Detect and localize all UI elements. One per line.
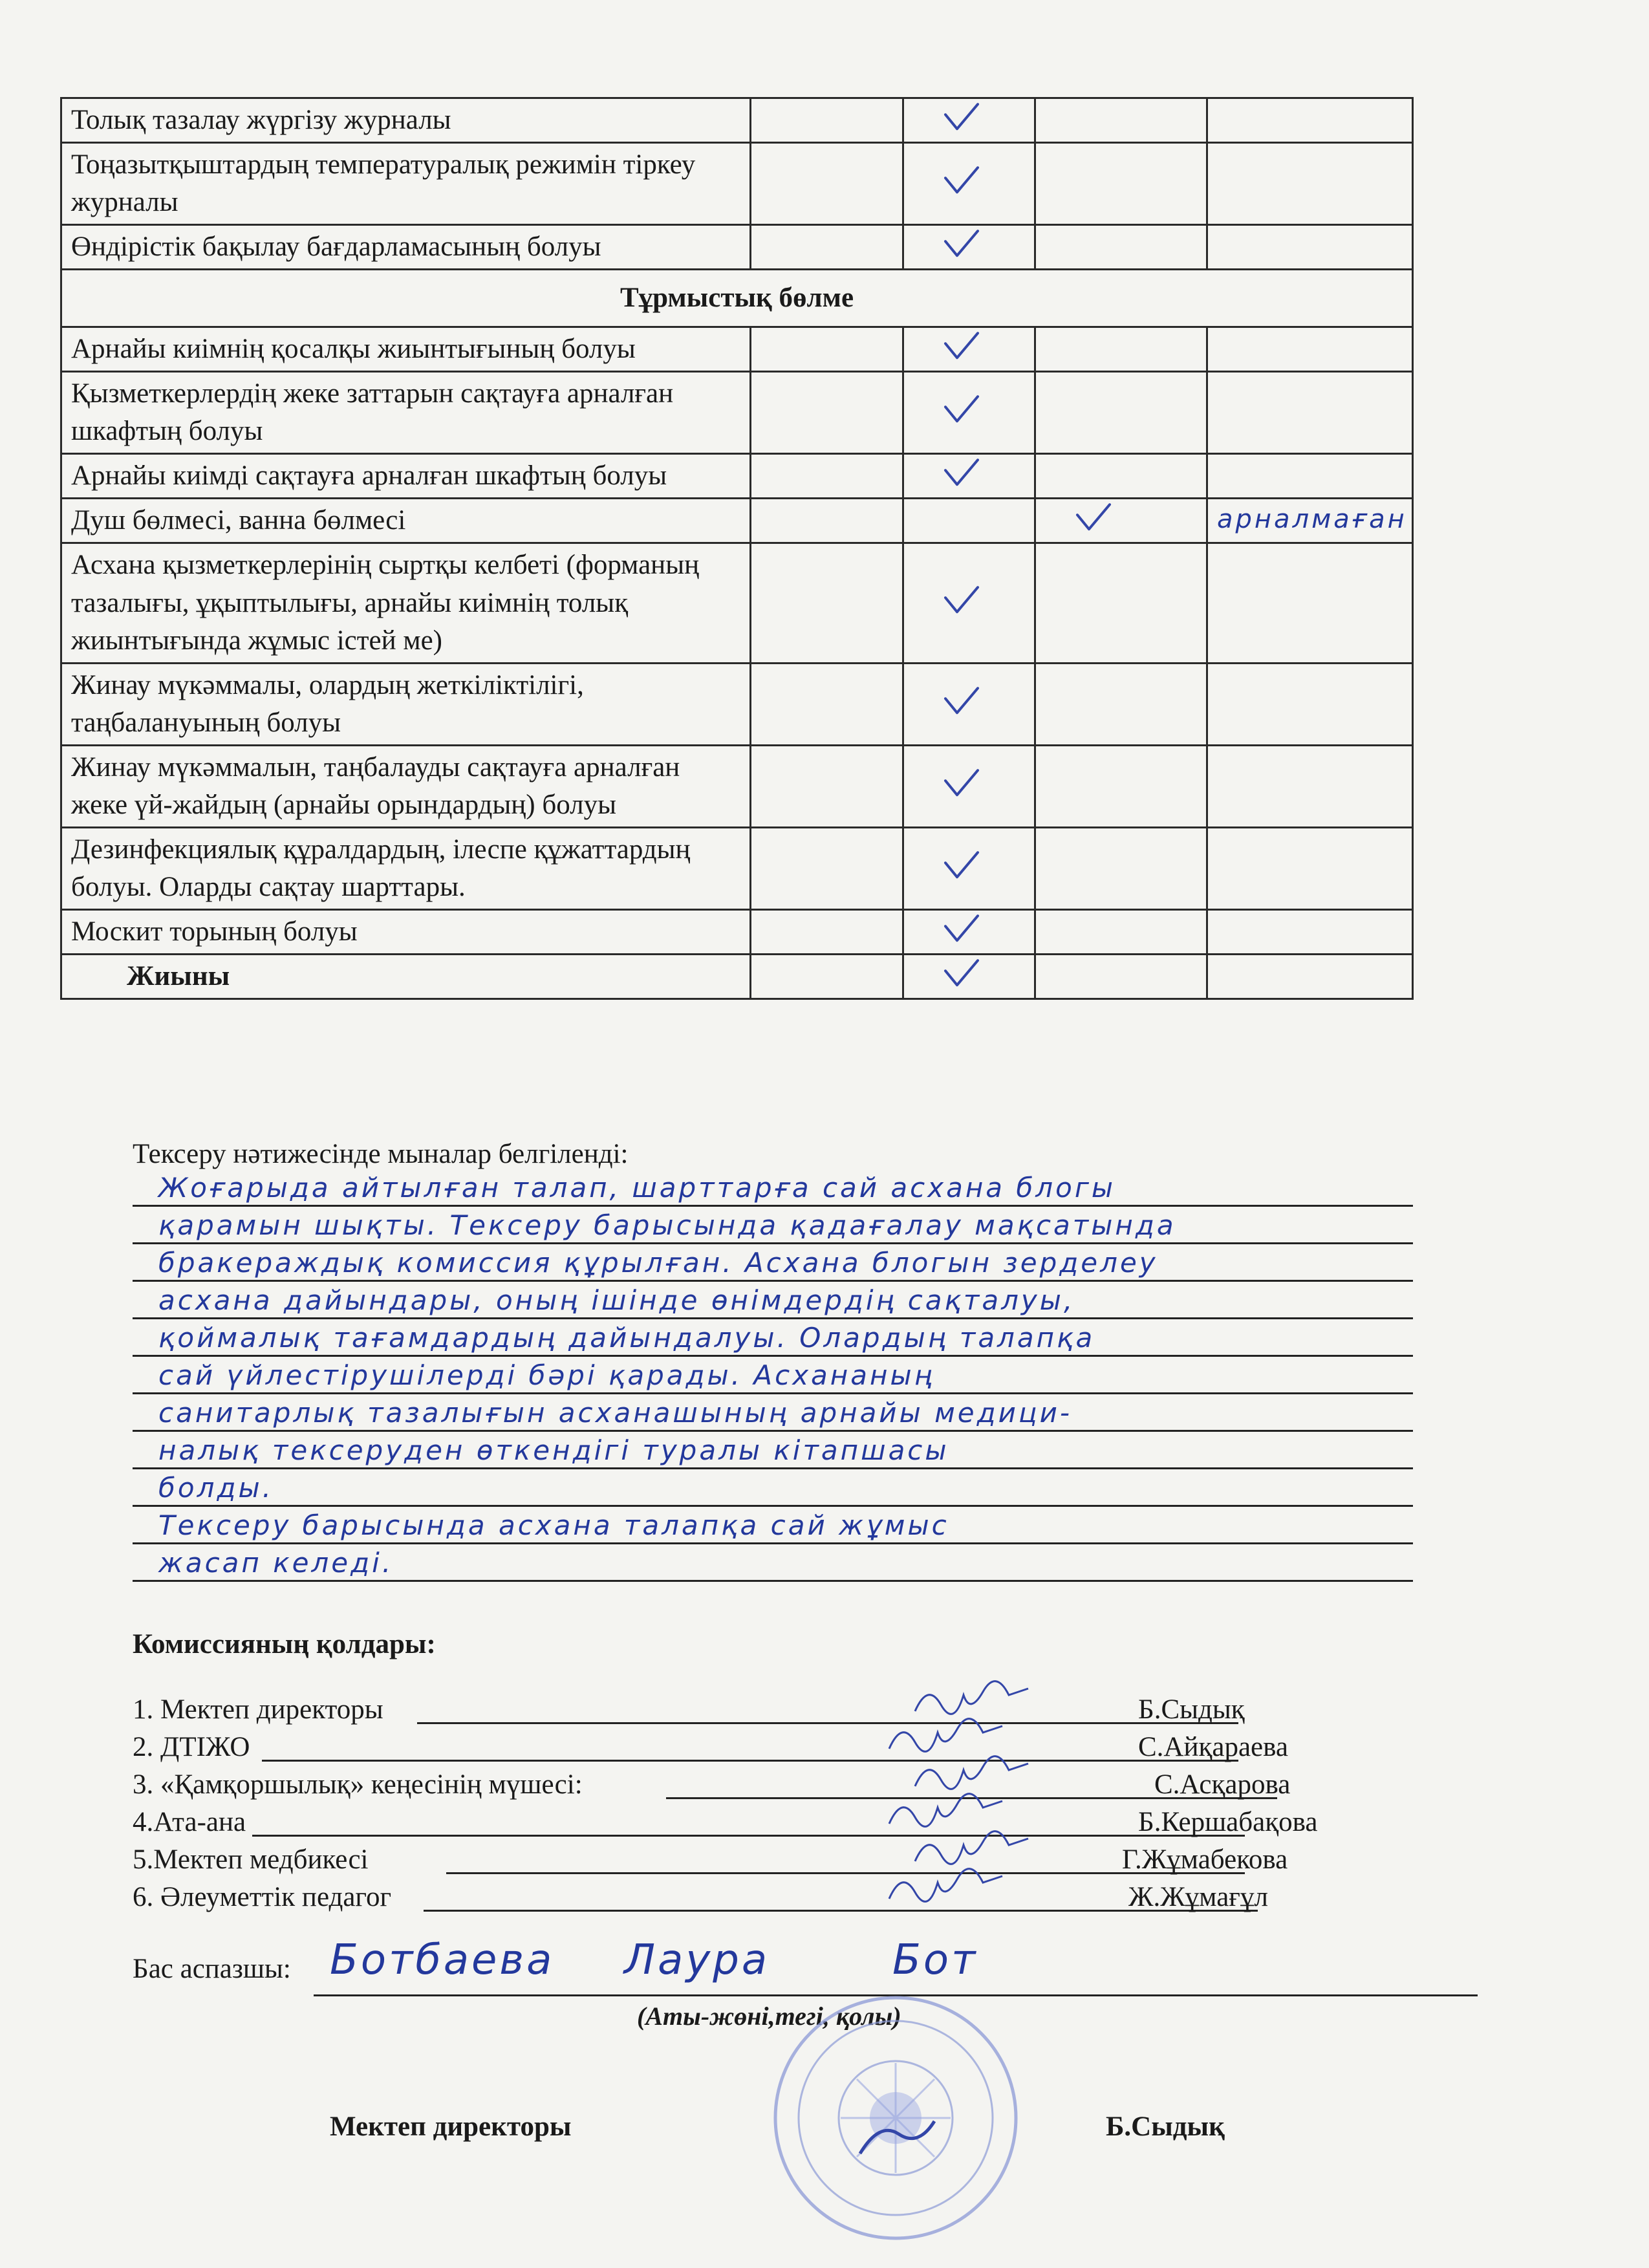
mark-cell: [751, 98, 903, 143]
signature-role: 5.Мектеп медбикесі: [133, 1844, 369, 1875]
criterion-label: Арнайы киімнің қосалқы жиынтығының болуы: [61, 327, 751, 372]
director-label: Мектеп директоры: [330, 2111, 572, 2142]
total-row: [61, 954, 1413, 999]
mark-cell: [903, 663, 1035, 745]
mark-cell: [1035, 327, 1207, 372]
table-row: [61, 745, 1413, 827]
handwritten-finding: қарамын шықты. Тексеру барысында қадағалау мақсатында: [158, 1209, 1176, 1241]
handwritten-finding: болды.: [158, 1472, 274, 1504]
findings-line: [133, 1436, 1413, 1469]
mark-cell: [1035, 745, 1207, 827]
mark-cell: [903, 745, 1035, 827]
findings-label: Тексеру нәтижесінде мыналар белгіленді:: [133, 1139, 629, 1169]
checkmark-icon: [943, 913, 980, 944]
mark-cell: [903, 499, 1035, 543]
handwritten-finding: жасап келеді.: [158, 1547, 394, 1579]
checkmark-icon: [943, 330, 980, 362]
mark-cell: [1207, 327, 1413, 372]
signatory-name: Б.Кершабақова: [1138, 1807, 1318, 1837]
handwritten-finding: Жоғарыда айтылған талап, шарттарға сай асхана блогы: [158, 1172, 1116, 1204]
table-row: [61, 827, 1413, 909]
signature-row: [133, 1766, 1361, 1803]
checkmark-icon: [943, 458, 980, 489]
handwritten-finding: налық тексеруден өткендігі туралы кітапшасы: [158, 1434, 949, 1466]
chef-hint: (Аты-жөні,тегі, қолы): [637, 2002, 901, 2031]
mark-cell: [751, 827, 903, 909]
findings-line: [133, 1511, 1413, 1544]
mark-cell: [903, 327, 1035, 372]
mark-cell: [1035, 909, 1207, 954]
checkmark-icon: [943, 102, 980, 133]
checkmark-icon: [943, 585, 980, 616]
signature-line: [252, 1835, 1245, 1837]
mark-cell: [1035, 454, 1207, 499]
signatory-name: Ж.Жұмағұл: [1128, 1882, 1268, 1912]
mark-cell: [903, 827, 1035, 909]
table-row: [61, 454, 1413, 499]
checklist-table: [60, 97, 1414, 1000]
checkmark-icon: [943, 228, 980, 259]
checkmark-icon: [943, 686, 980, 717]
chef-handwritten-signature: Бот: [892, 1936, 978, 1984]
official-stamp-seal: [770, 1992, 1022, 2244]
findings-line: [133, 1474, 1413, 1507]
table-row: [61, 225, 1413, 270]
mark-cell: [903, 372, 1035, 454]
mark-cell: [903, 98, 1035, 143]
criterion-label: Дезинфекциялық құралдардың, ілеспе құжаттардың болуы. Оларды сақтау шарттары.: [61, 827, 751, 909]
signature-line: [417, 1722, 1238, 1724]
mark-cell: [751, 143, 903, 225]
mark-cell: [751, 954, 903, 999]
mark-cell: [903, 454, 1035, 499]
signatory-name: Г.Жұмабекова: [1122, 1844, 1288, 1875]
handwritten-finding: асхана дайындары, оның ішінде өнімдердің сақталуы,: [158, 1284, 1075, 1316]
criterion-label: Душ бөлмесі, ванна бөлмесі: [61, 499, 751, 543]
handwritten-finding: сай үйлестірушілерді бәрі қарады. Асхананың: [158, 1359, 935, 1391]
mark-cell: [1035, 98, 1207, 143]
table-row: [61, 98, 1413, 143]
mark-cell: [903, 909, 1035, 954]
criterion-label: Өндірістік бақылау бағдарламасының болуы: [61, 225, 751, 270]
checkmark-icon: [1075, 502, 1112, 534]
handwritten-finding: қоймалық тағамдардың дайындалуы. Олардың талапқа: [158, 1322, 1095, 1354]
mark-cell: [751, 499, 903, 543]
criterion-label: Қызметкерлердің жеке заттарын сақтауға арналған шкафтың болуы: [61, 372, 751, 454]
mark-cell: [1207, 499, 1413, 543]
table-row: [61, 499, 1413, 543]
table-row: [61, 143, 1413, 225]
checkmark-icon: [943, 850, 980, 881]
criterion-label: Толық тазалау жүргізу журналы: [61, 98, 751, 143]
criterion-label: Арнайы киімді сақтауға арналған шкафтың болуы: [61, 454, 751, 499]
mark-cell: [903, 543, 1035, 663]
findings-line: [133, 1211, 1413, 1244]
signature-role: 1. Мектеп директоры: [133, 1694, 383, 1725]
mark-cell: [1207, 543, 1413, 663]
findings-heading: [133, 1138, 1416, 1170]
checkmark-icon: [943, 394, 980, 426]
handwritten-finding: санитарлық тазалығын асханашының арнайы медици-: [158, 1397, 1073, 1429]
mark-cell: [751, 745, 903, 827]
table-row: [61, 663, 1413, 745]
signatory-name: С.Асқарова: [1154, 1769, 1291, 1800]
handwritten-finding: Тексеру барысында асхана талапқа сай жұмыс: [158, 1509, 949, 1541]
signatory-name: Б.Сыдық: [1138, 1694, 1245, 1725]
signature-role: 2. ДТІЖО: [133, 1732, 250, 1762]
mark-cell: [1207, 225, 1413, 270]
criterion-label: Жинау мүкәммалын, таңбалауды сақтауға арналған жеке үй-жайдың (арнайы орындардың) болуы: [61, 745, 751, 827]
mark-cell: [1207, 954, 1413, 999]
findings-line: [133, 1324, 1413, 1357]
checkmark-icon: [943, 768, 980, 799]
mark-cell: [1035, 543, 1207, 663]
signature-row: [133, 1690, 1361, 1728]
signature-role: 6. Әлеуметтік педагог: [133, 1882, 392, 1912]
table-row: [61, 372, 1413, 454]
signatures-title: Комиссияның қолдары:: [133, 1629, 436, 1659]
mark-cell: [1035, 499, 1207, 543]
table-row: [61, 327, 1413, 372]
signatory-name: С.Айқараева: [1138, 1732, 1288, 1762]
signature-row: [133, 1841, 1361, 1878]
mark-cell: [1035, 372, 1207, 454]
mark-cell: [1207, 372, 1413, 454]
director-name: Б.Сыдық: [1106, 2111, 1225, 2142]
mark-cell: [903, 954, 1035, 999]
signature-role: 4.Ата-ана: [133, 1807, 246, 1837]
signature-role: 3. «Қамқоршылық» кеңесінің мүшесі:: [133, 1769, 583, 1800]
mark-cell: [751, 543, 903, 663]
mark-cell: [1035, 827, 1207, 909]
handwritten-signature: [883, 1866, 1012, 1912]
checkmark-icon: [943, 165, 980, 196]
mark-cell: [903, 225, 1035, 270]
mark-cell: [751, 663, 903, 745]
findings-line: [133, 1361, 1413, 1394]
findings-line: [133, 1249, 1413, 1282]
total-label: Жиыны: [61, 954, 751, 999]
findings-line: [133, 1399, 1413, 1432]
mark-cell: [751, 327, 903, 372]
mark-cell: [751, 909, 903, 954]
mark-cell: [751, 225, 903, 270]
section-title: Тұрмыстық бөлме: [61, 270, 1413, 327]
mark-cell: [1207, 663, 1413, 745]
findings-line: [133, 1549, 1413, 1582]
table-row: [61, 909, 1413, 954]
mark-cell: [1035, 954, 1207, 999]
mark-cell: [1035, 225, 1207, 270]
mark-cell: [1207, 143, 1413, 225]
chef-handwritten-surname: Ботбаева: [330, 1936, 555, 1984]
mark-cell: [751, 454, 903, 499]
handwritten-note: арналмаған: [1217, 504, 1407, 535]
signature-line: [262, 1760, 1238, 1762]
checkmark-icon: [943, 958, 980, 989]
signature-row: [133, 1803, 1361, 1841]
criterion-label: Жинау мүкәммалы, олардың жеткіліктілігі, таңбалануының болуы: [61, 663, 751, 745]
mark-cell: [751, 372, 903, 454]
mark-cell: [1207, 909, 1413, 954]
chef-handwritten-name: Лаура: [624, 1936, 770, 1984]
section-row: [61, 270, 1413, 327]
table-row: [61, 543, 1413, 663]
criterion-label: Тоңазытқыштардың температуралық режимін тіркеу журналы: [61, 143, 751, 225]
handwritten-finding: бракераждық комиссия құрылған. Асхана блогын зерделеу: [158, 1247, 1158, 1279]
mark-cell: [903, 143, 1035, 225]
findings-line: [133, 1174, 1413, 1207]
signature-row: [133, 1878, 1361, 1916]
mark-cell: [1207, 454, 1413, 499]
mark-cell: [1207, 98, 1413, 143]
criterion-label: Москит торының болуы: [61, 909, 751, 954]
findings-line: [133, 1286, 1413, 1319]
mark-cell: [1207, 745, 1413, 827]
mark-cell: [1035, 143, 1207, 225]
mark-cell: [1207, 827, 1413, 909]
mark-cell: [1035, 663, 1207, 745]
chef-label: Бас аспазшы:: [133, 1954, 291, 1984]
signature-row: [133, 1728, 1361, 1766]
criterion-label: Асхана қызметкерлерінің сыртқы келбеті (форманың тазалығы, ұқыптылығы, арнайы киімнің толық жиынтығында жұмыс істей ме): [61, 543, 751, 663]
